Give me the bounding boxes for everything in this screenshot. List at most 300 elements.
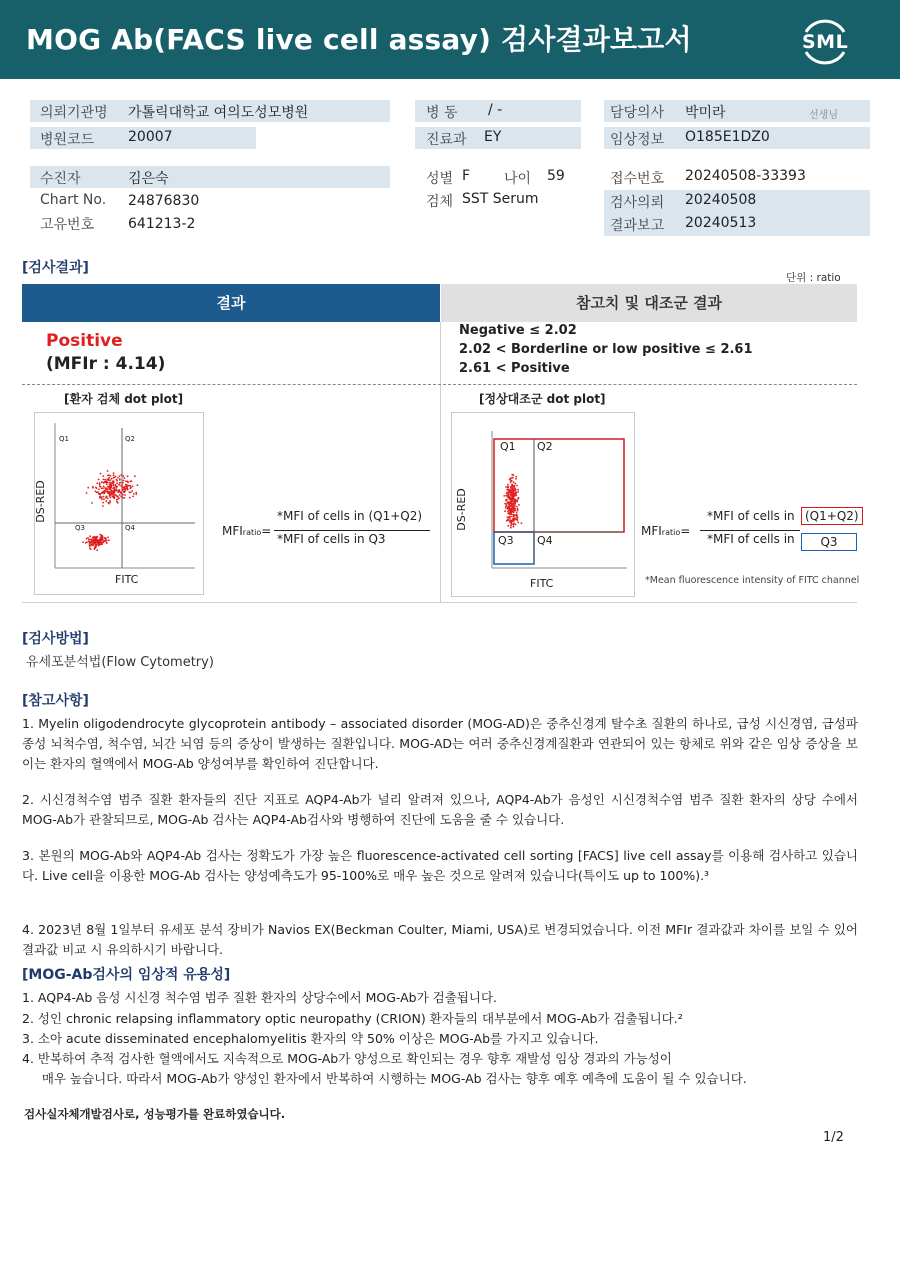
dot-plot-event [123, 477, 125, 479]
dot-plot-event [509, 512, 511, 514]
mfi-footnote: *Mean fluorescence intensity of FITC channel [645, 575, 860, 586]
patient-formula-numerator: *MFI of cells in (Q1+Q2) [277, 509, 423, 523]
dot-plot-event [510, 486, 512, 488]
dot-plot-event [117, 492, 119, 494]
dot-plot-event [86, 492, 88, 494]
dot-plot-event [96, 549, 98, 551]
dot-plot-event [131, 490, 133, 492]
dot-plot-event [514, 515, 516, 517]
note-paragraph-4: 4. 2023년 8월 1일부터 유세포 분석 장비가 Navios EX(Beckman Coulter, Miami, USA)로 변경되었습니다. 이전 MFIr 결과값과 차이를 보일 수 있어 결과값 비교 시 유의하시기 바랍니다. [22, 922, 858, 957]
chart-value: 24876830 [128, 193, 200, 209]
dot-plot-event [96, 544, 98, 546]
dot-plot-event [99, 496, 101, 498]
dot-plot-event [137, 484, 139, 486]
logo-text: SML [802, 31, 849, 53]
control-mfi-eq: = [680, 524, 691, 538]
dot-plot-event [111, 496, 113, 498]
dot-plot-event [516, 515, 518, 517]
page-number: 1/2 [823, 1130, 844, 1145]
dot-plot-event [508, 492, 510, 494]
dot-plot-event [508, 519, 510, 521]
control-q4: Q4 [537, 534, 553, 547]
dot-plot-event [521, 522, 523, 524]
reference-borderline: 2.02 < Borderline or low positive ≤ 2.61 [459, 342, 753, 357]
dot-plot-event [114, 491, 116, 493]
dot-plot-event [506, 499, 508, 501]
dot-plot-event [504, 503, 506, 505]
dot-plot-event [94, 538, 96, 540]
dot-plot-event [102, 475, 104, 477]
department-value: EY [484, 129, 502, 145]
doctor-value: 박미라 [685, 105, 726, 121]
dot-plot-event [91, 502, 93, 504]
dot-plot-event [108, 539, 110, 541]
patient-q2: Q2 [125, 435, 135, 443]
doctor-label: 담당의사 [610, 105, 665, 121]
request-value: 20240508 [685, 192, 757, 208]
request-label: 검사의뢰 [610, 195, 665, 211]
dot-plot-event [517, 498, 519, 500]
patient-q3: Q3 [75, 524, 85, 532]
dot-plot-event [510, 494, 512, 496]
clinical-info-value: O185E1DZ0 [685, 129, 770, 145]
dot-plot-event [514, 483, 516, 485]
dot-plot-event [122, 497, 124, 499]
dot-plot-event [517, 508, 519, 510]
dot-plot-event [509, 521, 511, 523]
dot-plot-event [515, 478, 517, 480]
dot-plot-event [111, 493, 113, 495]
dot-plot-event [132, 485, 134, 487]
age-label: 나이 [504, 171, 532, 187]
dot-plot-event [123, 486, 125, 488]
dot-plot-event [517, 491, 519, 493]
footer-note: 검사실자체개발검사로, 성능평가를 완료하였습니다. [24, 1107, 286, 1121]
dot-plot-event [107, 470, 109, 472]
dot-plot-event [507, 525, 509, 527]
dot-plot-event [86, 538, 88, 540]
dot-plot-event [131, 480, 133, 482]
control-dot-plot [451, 412, 635, 597]
dot-plot-event [514, 488, 516, 490]
dot-plot-event [514, 508, 516, 510]
dot-plot-event [92, 487, 94, 489]
dot-plot-event [104, 492, 106, 494]
sex-label: 성별 [426, 171, 454, 187]
patient-mfi-text: MFI [222, 524, 243, 538]
dot-plot-event [107, 489, 109, 491]
dot-plot-event [512, 485, 514, 487]
reference-positive: 2.61 < Positive [459, 361, 570, 376]
dot-plot-event [110, 475, 112, 477]
dot-plot-event [110, 497, 112, 499]
control-formula-line [700, 530, 800, 531]
dot-plot-event [96, 487, 98, 489]
department-label: 진료과 [426, 132, 467, 148]
clinical-item-2: 2. 성인 chronic relapsing inflammatory optic neuropathy (CRION) 환자들의 대부분에서 MOG-Ab가 검출됩니다.² [22, 1011, 683, 1026]
unique-id-value: 641213-2 [128, 216, 196, 232]
dot-plot-event [117, 477, 119, 479]
dot-plot-event [113, 484, 115, 486]
dot-plot-event [119, 478, 121, 480]
patient-q1: Q1 [59, 435, 69, 443]
note-paragraph-3: 3. 본원의 MOG-Ab와 AQP4-Ab 검사는 정확도가 가장 높은 fluorescence-activated cell sorting [FACS] live cell assay를 이용해 검사하고 있습니다. Live cell을 이용한 MOG-Ab 검사는 양성예측도가 95-100%로 매우 높은 것으로 알려져 있습니다(특이도 up to 100%).³ [22, 848, 858, 883]
dot-plot-event [126, 487, 128, 489]
dot-plot-event [506, 505, 508, 507]
chart-label: Chart No. [40, 192, 107, 208]
dot-plot-event [516, 519, 518, 521]
control-formula-numerator: *MFI of cells in [707, 509, 795, 523]
dot-plot-event [91, 540, 93, 542]
dot-plot-event [133, 493, 135, 495]
dot-plot-event [106, 490, 108, 492]
dot-plot-event [109, 482, 111, 484]
dot-plot-event [119, 494, 121, 496]
dot-plot-event [105, 540, 107, 542]
results-bottom-border [22, 602, 857, 603]
dot-plot-event [129, 487, 131, 489]
dot-plot-event [513, 498, 515, 500]
clinical-item-1: 1. AQP4-Ab 음성 시신경 척수염 범주 질환 환자의 상당수에서 MOG-Ab가 검출됩니다. [22, 990, 497, 1005]
dot-plot-event [103, 490, 105, 492]
clinical-item-4-cont: 매우 높습니다. 따라서 MOG-Ab가 양성인 환자에서 반복하여 시행하는 MOG-Ab 검사는 향후 예후 예측에 도움이 될 수 있습니다. [22, 1071, 747, 1086]
dot-plot-event [506, 520, 508, 522]
patient-value: 김은숙 [128, 171, 169, 187]
hospital-code-label: 병원코드 [40, 132, 95, 148]
dot-plot-event [101, 543, 103, 545]
dot-plot-event [107, 498, 109, 500]
dot-plot-event [508, 489, 510, 491]
dot-plot-event [120, 474, 122, 476]
report-title: MOG Ab(FACS live cell assay) 검사결과보고서 [26, 23, 692, 56]
control-axis-y: DS-RED [454, 488, 468, 531]
notes-title: [참고사항] [22, 693, 89, 709]
dot-plot-event [507, 508, 509, 510]
report-date-value: 20240513 [685, 215, 757, 231]
control-formula-denominator: *MFI of cells in [707, 532, 795, 546]
dot-plot-event [115, 487, 117, 489]
dot-plot-event [510, 510, 512, 512]
clinical-item-4: 4. 반복하여 추적 검사한 혈액에서도 지속적으로 MOG-Ab가 양성으로 확인되는 경우 향후 재발성 임상 경과의 가능성이 [22, 1051, 672, 1066]
dot-plot-event [116, 501, 118, 503]
unit-label: 단위 : ratio [786, 272, 841, 284]
dot-plot-event [510, 527, 512, 529]
dot-plot-event [110, 487, 112, 489]
dot-plot-event [513, 517, 515, 519]
result-column-header: 결과 [22, 284, 440, 322]
dot-plot-event [129, 497, 131, 499]
clinical-item-3: 3. 소아 acute disseminated encephalomyelitis 환자의 약 50% 이상은 MOG-Ab를 가지고 있습니다. [22, 1031, 599, 1046]
dot-plot-event [125, 484, 127, 486]
dot-plot-event [104, 479, 106, 481]
dot-plot-event [106, 482, 108, 484]
dot-plot-event [103, 482, 105, 484]
dot-plot-event [512, 508, 514, 510]
dot-plot-event [93, 542, 95, 544]
dot-plot-event [109, 492, 111, 494]
dot-plot-event [109, 500, 111, 502]
dot-plot-event [515, 510, 517, 512]
dot-plot-event [508, 503, 510, 505]
dot-plot-event [513, 511, 515, 513]
dot-plot-event [509, 516, 511, 518]
dot-plot-event [120, 485, 122, 487]
dot-plot-event [507, 484, 509, 486]
receipt-label: 접수번호 [610, 171, 665, 187]
dot-plot-event [108, 477, 110, 479]
dot-plot-event [101, 488, 103, 490]
method-text: 유세포분석법(Flow Cytometry) [26, 655, 214, 670]
result-mfir: (MFIr : 4.14) [46, 354, 166, 374]
patient-label: 수진자 [40, 171, 81, 187]
dot-plot-event [102, 502, 104, 504]
dot-plot-event [122, 489, 124, 491]
dot-plot-event [112, 493, 114, 495]
dot-plot-event [108, 474, 110, 476]
dot-plot-event [107, 486, 109, 488]
dot-plot-event [107, 537, 109, 539]
dot-plot-event [127, 482, 129, 484]
dot-plot-event [113, 487, 115, 489]
clinical-title: [MOG-Ab검사의 임상적 유용성] [22, 967, 231, 983]
dot-plot-event [132, 496, 134, 498]
dot-plot-event [98, 479, 100, 481]
doctor-suffix: 선생님 [809, 110, 838, 121]
control-mfi-text: MFI [641, 524, 662, 538]
dot-plot-event [124, 497, 126, 499]
sml-logo [796, 12, 854, 70]
dot-plot-event [129, 491, 131, 493]
dot-plot-event [511, 523, 513, 525]
dot-plot-event [114, 488, 116, 490]
dot-plot-event [513, 474, 515, 476]
dot-plot-event [512, 491, 514, 493]
sex-value: F [462, 168, 471, 184]
dot-plot-event [102, 505, 104, 507]
dot-plot-event [89, 539, 91, 541]
dot-plot-event [503, 495, 505, 497]
dot-plot-event [103, 485, 105, 487]
dot-plot-event [89, 535, 91, 537]
dot-plot-event [116, 496, 118, 498]
dot-plot-event [515, 476, 517, 478]
dot-plot-event [512, 496, 514, 498]
dot-plot-event [124, 491, 126, 493]
dot-plot-event [515, 524, 517, 526]
dot-plot-event [116, 482, 118, 484]
note-paragraph-2: 2. 시신경척수염 범주 질환 환자들의 진단 지표로 AQP4-Ab가 널리 알려져 있으나, AQP4-Ab가 음성인 시신경척수염 범주 질환 환자의 상당 수에서 MOG-Ab가 관찰되므로, MOG-Ab 검사는 AQP4-Ab검사와 병행하여 진단에 도움을 줄 수 있습니다. [22, 792, 859, 827]
dot-plot-event [123, 475, 125, 477]
dot-plot-event [100, 486, 102, 488]
result-positive: Positive [46, 331, 123, 351]
dot-plot-event [101, 481, 103, 483]
patient-bar [30, 166, 390, 188]
dot-plot-event [518, 504, 520, 506]
dot-plot-event [114, 494, 116, 496]
dot-plot-event [94, 544, 96, 546]
dot-plot-event [99, 534, 101, 536]
dot-plot-event [115, 484, 117, 486]
control-mfi-sub: ratio [661, 528, 681, 537]
control-q2: Q2 [537, 440, 553, 453]
dot-plot-event [111, 478, 113, 480]
dot-plot-event [109, 484, 111, 486]
dot-plot-event [89, 545, 91, 547]
dot-plot-event [94, 547, 96, 549]
dot-plot-event [516, 506, 518, 508]
control-mfi-label [641, 524, 690, 538]
dot-plot-event [116, 486, 118, 488]
dot-plot-event [118, 484, 120, 486]
table-divider [440, 322, 441, 602]
dot-plot-event [513, 506, 515, 508]
dot-plot-event [106, 484, 108, 486]
dot-plot-event [98, 544, 100, 546]
dot-plot-event [106, 496, 108, 498]
patient-mfi-sub: ratio [242, 528, 262, 537]
dot-plot-event [505, 486, 507, 488]
dot-plot-event [135, 493, 137, 495]
dot-plot-event [99, 494, 101, 496]
dot-plot-event [118, 490, 120, 492]
dot-plot-event [90, 542, 92, 544]
dot-plot-event [510, 481, 512, 483]
dot-plot-event [517, 521, 519, 523]
dot-plot-event [87, 487, 89, 489]
dot-plot-event [134, 475, 136, 477]
dot-plot-event [123, 480, 125, 482]
unique-id-label: 고유번호 [40, 217, 95, 233]
dot-plot-event [516, 485, 518, 487]
dot-plot-event [510, 480, 512, 482]
dot-plot-event [106, 478, 108, 480]
control-formula-numerator-box: (Q1+Q2) [801, 507, 863, 525]
receipt-value: 20240508-33393 [685, 168, 806, 184]
dot-plot-event [515, 492, 517, 494]
dot-plot-event [105, 500, 107, 502]
dot-plot-event [122, 482, 124, 484]
dot-plot-event [510, 500, 512, 502]
dot-plot-event [100, 537, 102, 539]
hospital-code-value: 20007 [128, 129, 173, 145]
dot-plot-event [101, 535, 103, 537]
control-q3: Q3 [498, 534, 514, 547]
dot-plot-event [124, 494, 126, 496]
note-paragraph-1: 1. Myelin oligodendrocyte glycoprotein antibody – associated disorder (MOG-AD)은 중추신경계 탈수초 질환의 하나로, 급성 시신경염, 급성파종성 뇌척수염, 척수염, 뇌간 뇌염 등의 증상이 발생하는 질환입니다. MOG-AD는 여러 중추신경계질환과 연관되어 있는 항체로 위와 같은 임상 증상을 보이는 환자의 혈액에서 MOG-Ab 양성여부를 확인하여 진단합니다. [22, 716, 858, 771]
results-section-title: [검사결과] [22, 260, 89, 276]
patient-plot-label: [환자 검체 dot plot] [64, 392, 184, 406]
reference-negative: Negative ≤ 2.02 [459, 323, 577, 338]
dot-plot-event [509, 478, 511, 480]
dot-plot-event [513, 503, 515, 505]
dot-plot-event [516, 511, 518, 513]
dot-plot-event [516, 501, 518, 503]
dot-plot-event [101, 542, 103, 544]
dot-plot-event [85, 542, 87, 544]
dot-plot-event [504, 510, 506, 512]
reference-column-header: 참고치 및 대조군 결과 [441, 284, 857, 322]
dot-plot-event [135, 492, 137, 494]
dot-plot-event [509, 514, 511, 516]
dot-plot-event [103, 496, 105, 498]
dot-plot-event [514, 490, 516, 492]
dot-plot-event [99, 539, 101, 541]
dot-plot-event [103, 498, 105, 500]
specimen-label: 검체 [426, 194, 454, 210]
control-q1: Q1 [500, 440, 516, 453]
dot-plot-event [98, 488, 100, 490]
patient-dot-plot [34, 412, 204, 595]
dot-plot-event [116, 489, 118, 491]
dot-plot-event [109, 495, 111, 497]
patient-formula-line [274, 530, 430, 531]
dot-plot-event [110, 479, 112, 481]
dot-plot-event [511, 477, 513, 479]
dot-plot-event [127, 489, 129, 491]
dot-plot-event [118, 475, 120, 477]
patient-axis-x: FITC [115, 573, 139, 586]
dot-plot-event [513, 481, 515, 483]
dot-plot-event [125, 480, 127, 482]
ward-value: / - [488, 102, 503, 118]
dot-plot-event [113, 474, 115, 476]
dot-plot-event [515, 517, 517, 519]
institution-value: 가톨릭대학교 여의도성모병원 [128, 105, 309, 121]
dot-plot-event [96, 482, 98, 484]
results-dashed-separator [22, 384, 857, 385]
dot-plot-event [90, 548, 92, 550]
dot-plot-event [127, 475, 129, 477]
dot-plot-event [107, 502, 109, 504]
dot-plot-event [93, 541, 95, 543]
dot-plot-event [91, 544, 93, 546]
dot-plot-event [111, 482, 113, 484]
dot-plot-event [507, 486, 509, 488]
dot-plot-event [508, 495, 510, 497]
dot-plot-event [124, 490, 126, 492]
dot-plot-event [129, 485, 131, 487]
dot-plot-event [113, 472, 115, 474]
dot-plot-event [513, 526, 515, 528]
dot-plot-event [509, 489, 511, 491]
dot-plot-event [119, 482, 121, 484]
dot-plot-event [513, 520, 515, 522]
dot-plot-event [94, 541, 96, 543]
dot-plot-event [513, 522, 515, 524]
dot-plot-event [102, 538, 104, 540]
dot-plot-event [106, 542, 108, 544]
dot-plot-event [116, 480, 118, 482]
control-plot-label: [정상대조군 dot plot] [479, 392, 606, 406]
dot-plot-event [96, 492, 98, 494]
dot-plot-event [102, 536, 104, 538]
dot-plot-event [82, 541, 84, 543]
dot-plot-event [507, 517, 509, 519]
dot-plot-event [507, 506, 509, 508]
dot-plot-event [114, 496, 116, 498]
patient-mfi-label [222, 524, 271, 538]
dot-plot-event [117, 498, 119, 500]
dot-plot-event [114, 476, 116, 478]
method-title: [검사방법] [22, 631, 89, 647]
patient-q4: Q4 [125, 524, 135, 532]
patient-formula-denominator: *MFI of cells in Q3 [277, 532, 386, 546]
clinical-info-label: 임상정보 [610, 132, 665, 148]
institution-label: 의뢰기관명 [40, 105, 108, 121]
dot-plot-event [105, 538, 107, 540]
dot-plot-event [101, 492, 103, 494]
specimen-value: SST Serum [462, 191, 539, 207]
